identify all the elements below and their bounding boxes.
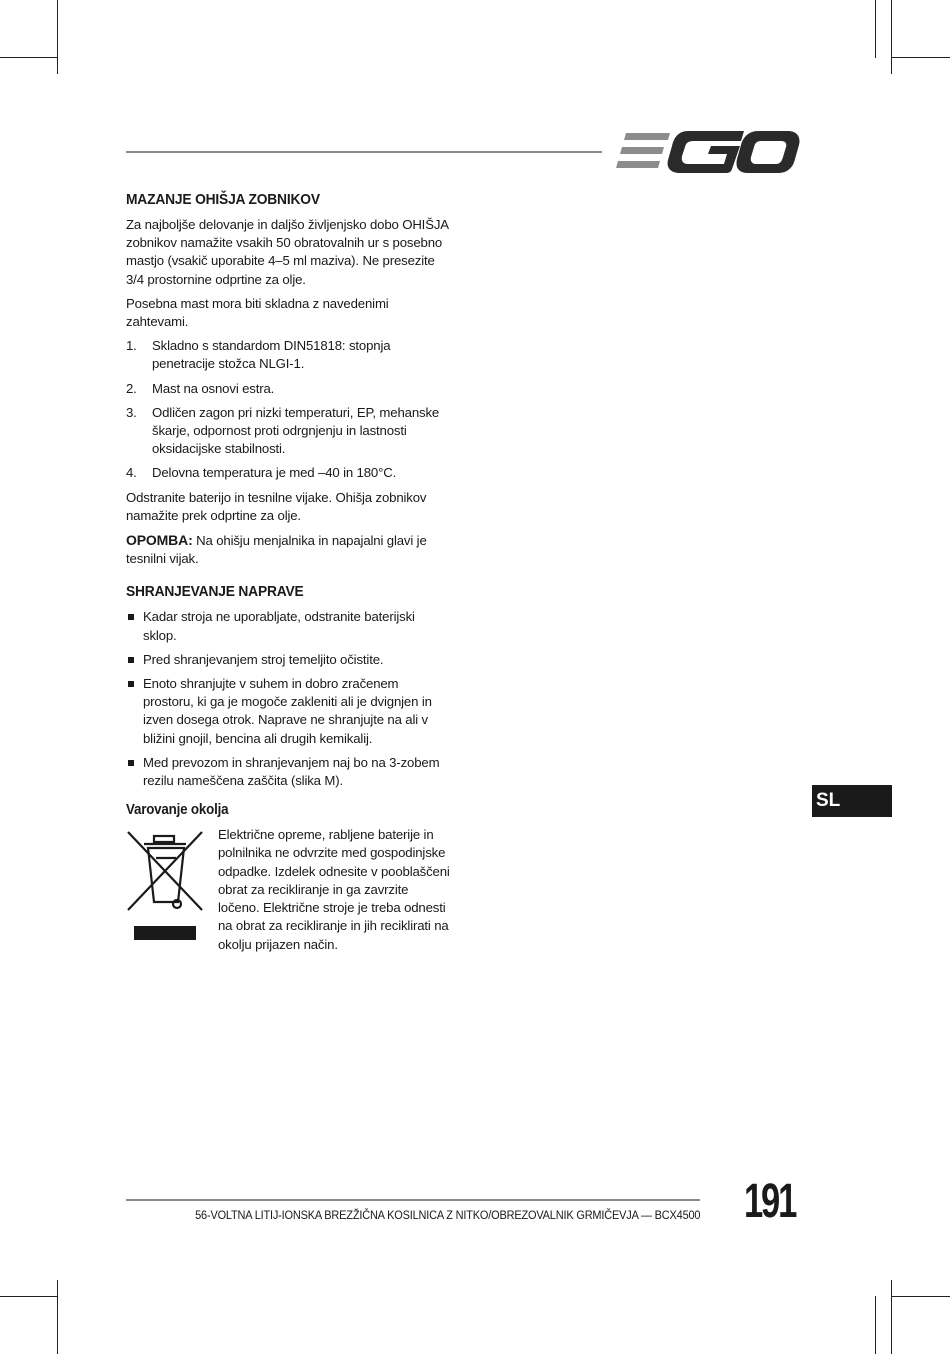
language-tab: SL	[812, 785, 892, 817]
crop-mark	[875, 0, 876, 58]
crop-mark	[891, 0, 892, 74]
crop-mark	[0, 57, 57, 58]
crop-mark	[891, 1280, 892, 1354]
list-item: Pred shranjevanjem stroj temeljito očistite.	[126, 651, 450, 669]
environment-block	[126, 826, 450, 953]
list-item-text: Odličen zagon pri nizki temperaturi, EP, mehanske škarje, odpornost proti odrgnjenju in lastnosti oksidacijske stabilnosti.	[152, 404, 440, 457]
storage-bullet-list	[126, 608, 450, 790]
list-item: Med prevozom in shranjevanjem naj bo na 3-zobem rezilu nameščena zaščita (slika M).	[126, 754, 450, 790]
footer-title: 56-VOLTNA LITIJ-IONSKA BREZŽIČNA KOSILNICA Z NITKO/OBREZOVALNIK GRMIČEVJA — BCX4500	[194, 1208, 700, 1222]
crop-mark	[892, 1296, 950, 1297]
list-item-text: Mast na osnovi estra.	[152, 380, 275, 396]
ego-logo	[616, 128, 800, 174]
section-title-environment: Varovanje okolja	[126, 802, 229, 819]
list-item-text: Skladno s standardom DIN51818: stopnja penetracije stožca NLGI-1.	[152, 338, 391, 372]
list-number: 2.	[126, 380, 137, 396]
crop-mark	[57, 0, 58, 74]
list-item	[126, 337, 450, 373]
crop-mark	[57, 1280, 58, 1354]
environment-text: Električne opreme, rabljene baterije in polnilnika ne odvrzite med gospodinjske odpadke. Izdelek odnesite v pooblaščeni obrat za recikliranje in ga zavrzite ločeno. Električne stroje je treba odnesti na obrat za recikliranje in jih reciklirati na okolju prijazen način.	[218, 827, 450, 952]
list-number: 4.	[126, 465, 137, 481]
section-title-gear-lubrication: MAZANJE OHIŠJA ZOBNIKOV	[126, 191, 320, 208]
list-item	[126, 464, 450, 482]
crop-mark	[0, 1296, 57, 1297]
paragraph: Posebna mast mora biti skladna z navedenimi zahtevami.	[126, 295, 389, 330]
paragraph: Za najboljše delovanje in daljšo življenjsko dobo OHIŠJA zobnikov namažite vsakih 50 obratovalnih ur s posebno mastjo (vsakič uporabite 4–5 ml maziva). Ne presezite 3/4 prostornine odprtine za olje.	[126, 217, 449, 287]
list-item: Enoto shranjujte v suhem in dobro zračenem prostoru, ki ga je mogoče zakleniti ali je dvignjen in izven dosega otrok. Naprave ne shranjujte na ali v bližini gnojil, bencina ali drugih kemikalij.	[126, 675, 450, 748]
note-label: OPOMBA:	[126, 532, 193, 549]
crop-mark	[875, 1296, 876, 1354]
list-number: 1.	[126, 338, 137, 354]
section-title-storage: SHRANJEVANJE NAPRAVE	[126, 583, 304, 601]
note-text: Na ohišju menjalnika in napajalni glavi je tesnilni vijak.	[126, 533, 427, 567]
list-item: Kadar stroja ne uporabljate, odstranite baterijski sklop.	[126, 608, 450, 644]
footer-rule	[126, 1199, 700, 1201]
requirements-list	[126, 337, 450, 482]
crop-mark	[892, 57, 950, 58]
note	[126, 531, 450, 568]
list-item	[126, 380, 450, 398]
paragraph: Odstranite baterijo in tesnilne vijake. Ohišja zobnikov namažite prek odprtine za olje.	[126, 489, 427, 523]
list-item-text: Delovna temperatura je med –40 in 180°C.	[152, 465, 397, 481]
list-number: 3.	[126, 404, 137, 420]
header-rule	[126, 151, 602, 153]
page-number: 191	[744, 1175, 796, 1228]
weee-crossed-bin-icon	[126, 828, 206, 940]
main-content	[126, 190, 450, 954]
list-item	[126, 404, 450, 459]
